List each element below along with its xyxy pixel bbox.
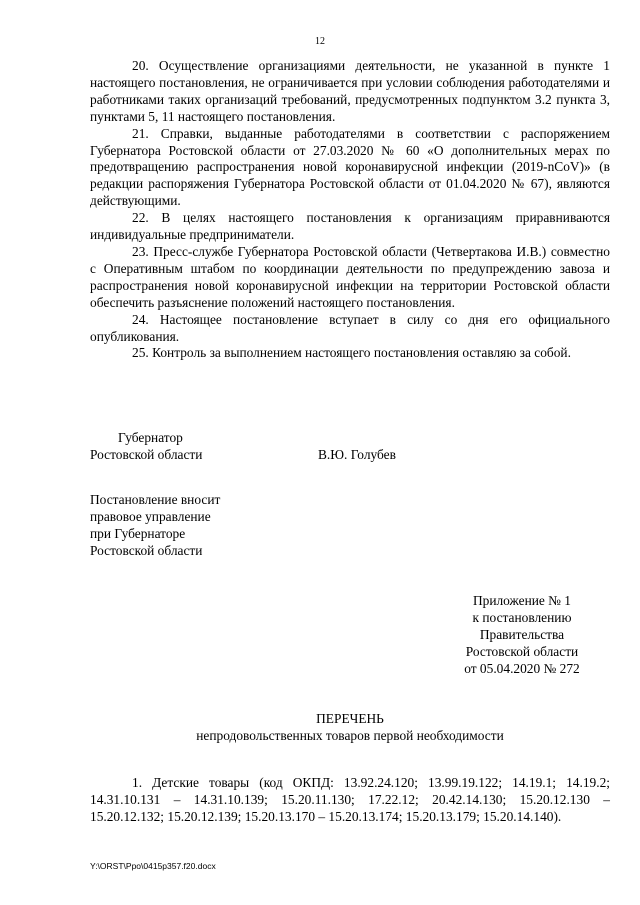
list-heading [90,710,610,744]
list-item: 1. Детские товары (код ОКПД: 13.92.24.120; 13.99.19.122; 14.19.1; 14.19.2; 14.31.10.131 – 14.31.10.139; 15.20.11.130; 17.22.12; 20.42.14.130; 15.20.12.130 – 15.20.12.132; 15.20.12.139; 15.20.13.170 – 15.20.13.174; 15.20.13.179; 15.20.14.140). [90,775,610,824]
issuer-block [90,491,220,559]
file-path: Y:\ORST\Ppo\0415p357.f20.docx [90,861,216,871]
list-items [90,775,610,826]
appendix-header [432,592,612,677]
list-title: ПЕРЕЧЕНЬ [316,711,384,726]
paragraph-22: 22. В целях настоящего постановления к организациям приравниваются индивидуальные предприниматели. [90,210,610,243]
issuer-line: Постановление вносит [90,492,221,507]
paragraph-24: 24. Настоящее постановление вступает в силу со дня его официального опубликования. [90,311,610,344]
appendix-line: к постановлению [472,610,572,625]
paragraph-25: 25. Контроль за выполнением настоящего постановления оставляю за собой. [132,345,571,361]
signer-name: В.Ю. Голубев [318,447,396,462]
appendix-line: Приложение № 1 [472,593,572,608]
document-body [90,58,610,362]
signature-block [90,429,610,463]
paragraph-21: 21. Справки, выданные работодателями в соответствии с распоряжением Губернатора Ростовской области от 27.03.2020 № 60 «О дополнительных мерах по предотвращению распространения новой коронавирусной инфекции (2019-nCoV)» (в редакции распоряжения Губернатора Ростовской области от 01.04.2020 № 67), являются действующими. [90,125,610,209]
page-number: 12 [315,36,325,47]
appendix-line: Правительства [479,627,565,642]
list-subtitle: непродовольственных товаров первой необходимости [196,728,504,743]
paragraph-23: 23. Пресс-службе Губернатора Ростовской области (Четвертакова И.В.) совместно с Оперативным штабом по координации деятельности по предупреждению завоза и распространения новой коронавирусной инфекции на территории Ростовской области обеспечить разъяснение положений настоящего постановления. [90,243,610,310]
issuer-line: Ростовской области [90,543,203,558]
paragraph-20: 20. Осуществление организациями деятельности, не указанной в пункте 1 настоящего постановления, не ограничивается при условии соблюдения работодателями и работниками таких организаций требований, предусмотренных подпунктом 3.2 пункта 3, пунктами 5, 11 настоящего постановления. [90,58,610,124]
signer-organization: Ростовской области [90,447,203,462]
signer-title: Губернатор [118,430,183,445]
appendix-line: Ростовской области [465,644,579,659]
issuer-line: правовое управление [90,509,211,524]
issuer-line: при Губернаторе [90,526,186,541]
appendix-line: от 05.04.2020 № 272 [464,661,580,676]
